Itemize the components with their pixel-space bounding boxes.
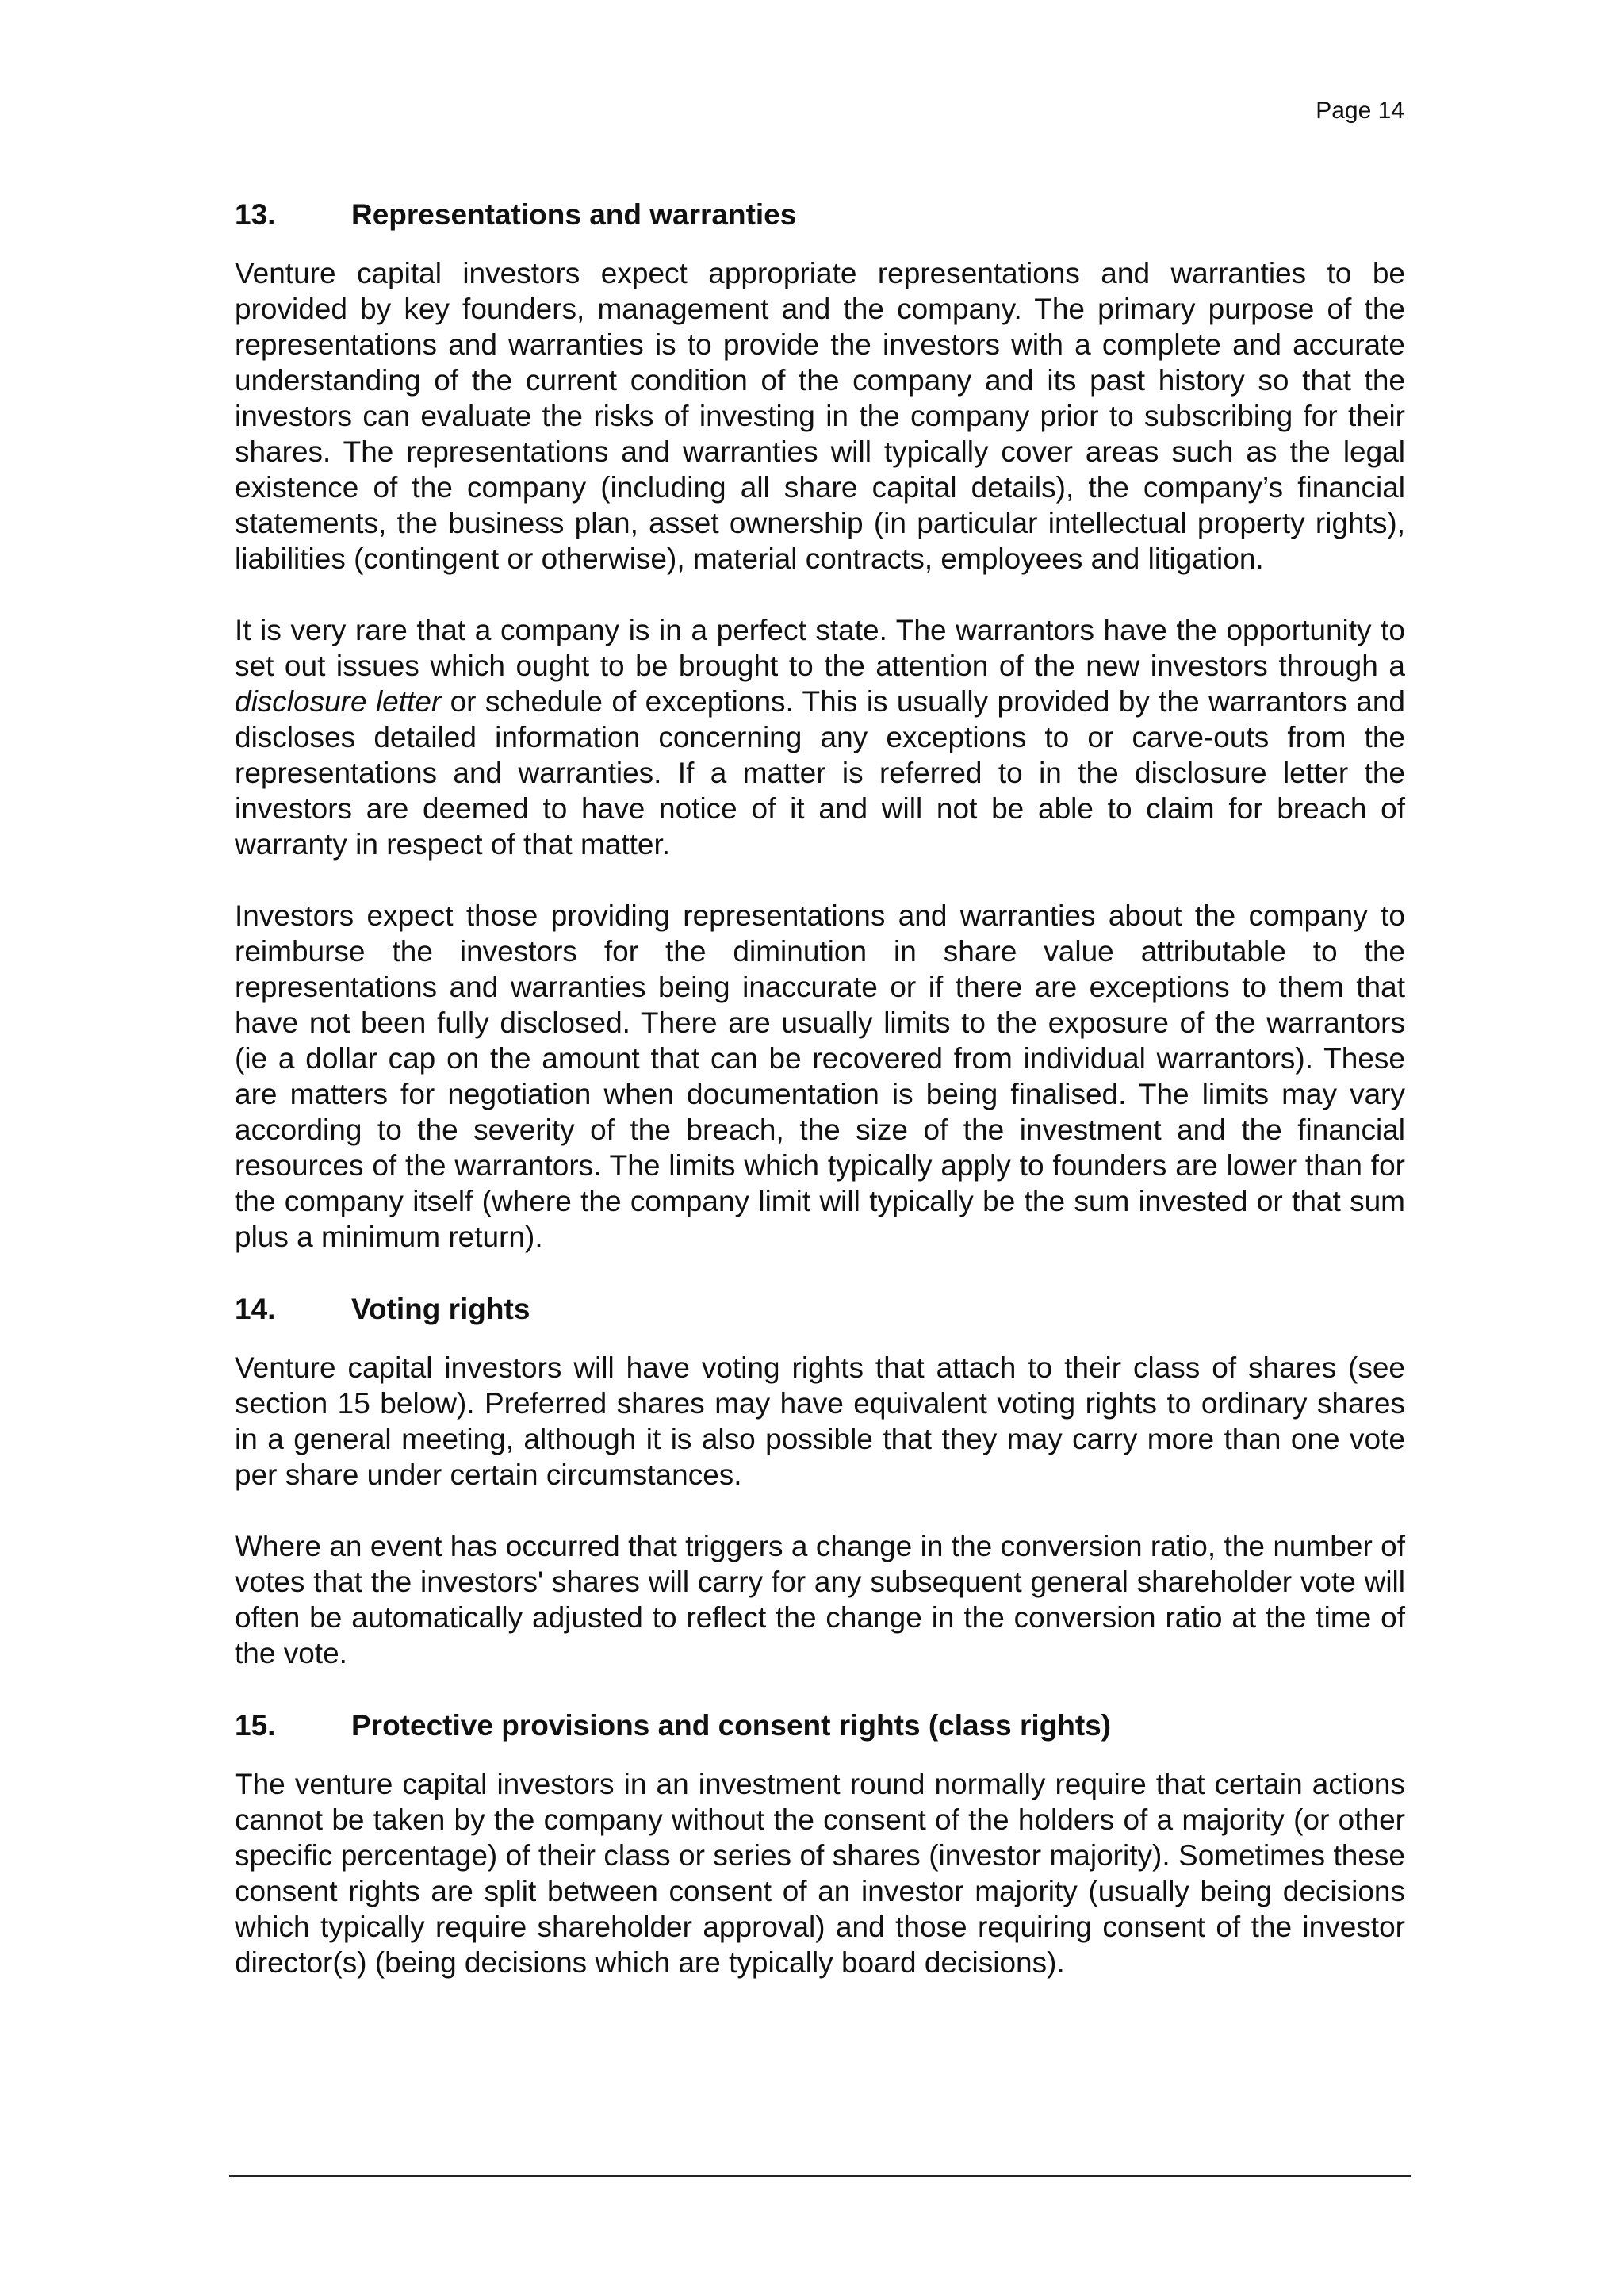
paragraph: The venture capital investors in an investment round normally require that certain actions cannot be taken by the company without the consent of the holders of a majority (or other specific percentage) of their class or series of shares (investor majority). Sometimes these consent rights are split between consent of an investor majority (usually being decisions which typically require shareholder approval) and those requiring consent of the investor director(s) (being decisions which are typically board decisions). — [235, 1768, 1405, 1979]
paragraph — [235, 612, 1405, 862]
page-number: Page 14 — [1316, 98, 1404, 124]
footer-divider — [229, 2175, 1411, 2177]
paragraph: Venture capital investors expect appropriate representations and warranties to be provided by key founders, management and the company. The primary purpose of the representations and warranties is to provide the investors with a complete and accurate understanding of the current condition of the company and its past history so that the investors can evaluate the risks of investing in the company prior to subscribing for their shares. The representations and warranties will typically cover areas such as the legal existence of the company (including all share capital details), the company’s financial statements, the business plan, asset ownership (in particular intellectual property rights), liabilities (contingent or otherwise), material contracts, employees and litigation. — [235, 257, 1405, 575]
paragraph: Investors expect those providing representations and warranties about the company to reimburse the investors for the diminution in share value attributable to the representations and warranties being inaccurate or if there are exceptions to them that have not been fully disclosed. There are usually limits to the exposure of the warrantors (ie a dollar cap on the amount that can be recovered from individual warrantors). These are matters for negotiation when documentation is being finalised. The limits may vary according to the severity of the breach, the size of the investment and the financial resources of the warrantors. The limits which typically apply to founders are lower than for the company itself (where the company limit will typically be the sum invested or that sum plus a minimum return). — [235, 899, 1405, 1253]
section-number: 13. — [235, 198, 276, 231]
paragraph: Venture capital investors will have voting rights that attach to their class of shares (see section 15 below). Preferred shares may have equivalent voting rights to ordinary shares in a general meeting, although it is also possible that they may carry more than one vote per share under certain circumstances. — [235, 1351, 1405, 1491]
section-title: Representations and warranties — [351, 198, 797, 231]
paragraph: Where an event has occurred that triggers a change in the conversion ratio, the number of votes that the investors' shares will carry for any subsequent general shareholder vote will often be automatically adjusted to reflect the change in the conversion ratio at the time of the vote. — [235, 1530, 1405, 1669]
section-heading-14 — [235, 1291, 1405, 1327]
paragraph-text: or schedule of exceptions. This is usually provided by the warrantors and discloses detailed information concerning any exceptions to or carve-outs from the representations and warranties. If a matter is referred to in the disclosure letter the investors are deemed to have notice of it and will not be able to claim for breach of warranty in respect of that matter. — [235, 685, 1405, 861]
document-body — [235, 197, 1405, 1980]
section-title: Voting rights — [351, 1293, 530, 1325]
section-number: 14. — [235, 1293, 276, 1325]
emphasized-term: disclosure letter — [235, 685, 442, 718]
section-number: 15. — [235, 1709, 276, 1742]
section-heading-15 — [235, 1708, 1405, 1743]
paragraph-text: It is very rare that a company is in a perfect state. The warrantors have the opportunity to set out issues which ought to be brought to the attention of the new investors through a — [235, 614, 1405, 682]
section-heading-13 — [235, 197, 1405, 232]
section-title: Protective provisions and consent rights (class rights) — [351, 1709, 1112, 1742]
